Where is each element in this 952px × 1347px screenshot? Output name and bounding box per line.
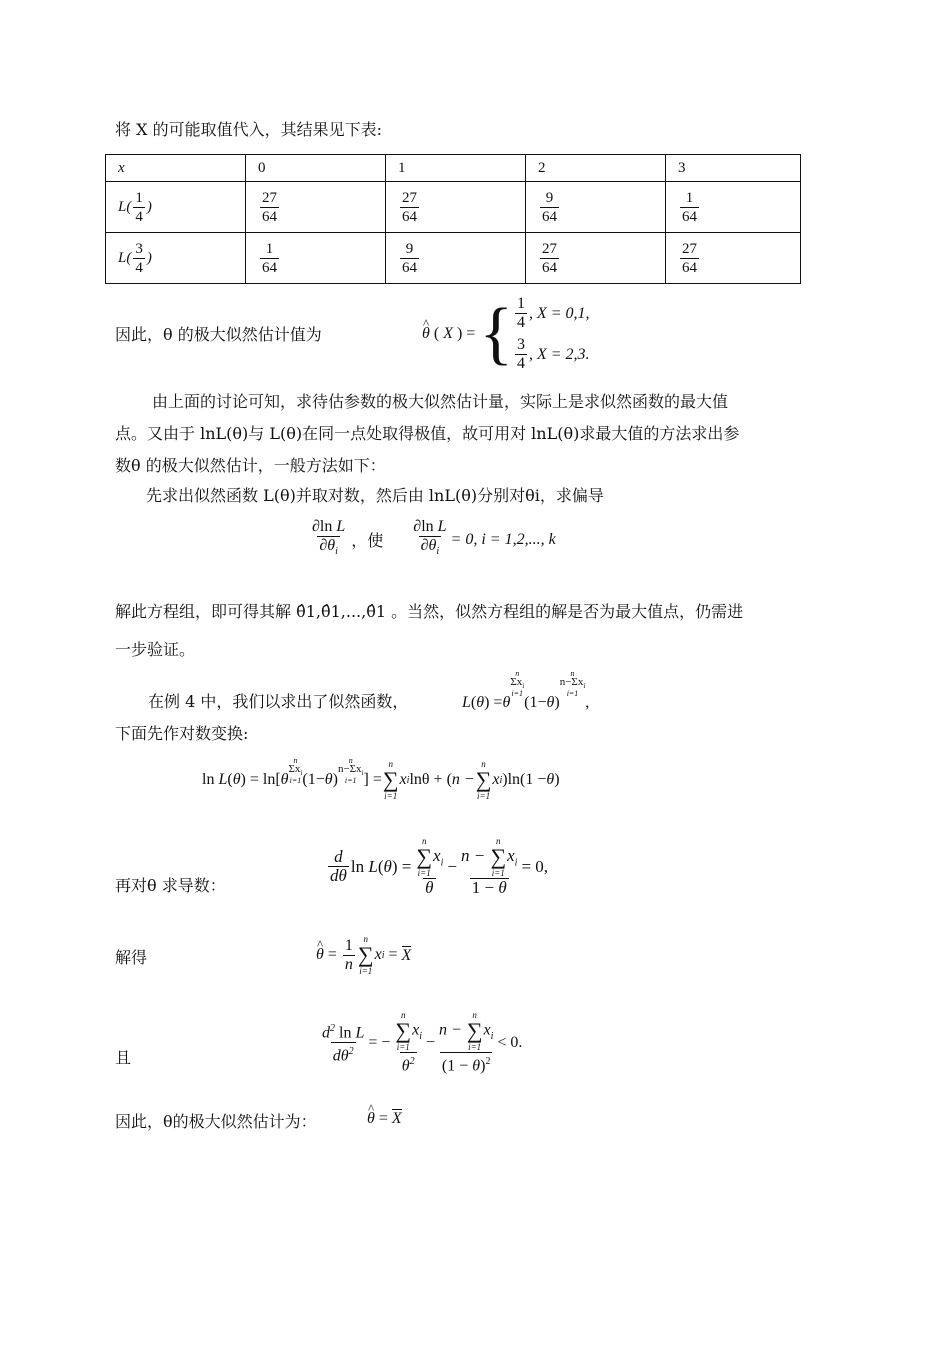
piecewise-estimate: ^ θ ( X ) = { $\frac{1}{4}$ , X = 0,1, $\frac{3}{4}$ , X = 2,3. xyxy=(422,288,590,380)
derive-label: 再对θ 求导数： xyxy=(115,876,226,895)
likelihood-table xyxy=(105,154,801,284)
solve-label: 解得 xyxy=(115,948,148,967)
case-1: $\frac{1}{4}$ , X = 0,1, xyxy=(516,295,590,331)
estimate-label: 因此，θ 的极大似然估计值为 xyxy=(115,325,322,344)
row-label: L( $\frac{1}{4}$ ) xyxy=(106,182,246,233)
table-cell: $\frac{27}{64}$ xyxy=(386,182,526,233)
brace-symbol: { xyxy=(479,295,513,372)
log-transform-line: 下面先作对数变换: xyxy=(115,724,249,743)
table-header-cell: x xyxy=(106,155,246,182)
table-cell: $\frac{9}{64}$ xyxy=(526,182,666,233)
table-cell: $\frac{27}{64}$ xyxy=(246,182,386,233)
solution-equation: ^ θ = $\frac{1}{n}$ n ∑ i=1 x i = X xyxy=(316,934,411,976)
table-row xyxy=(106,233,801,284)
para3-line2: 一步验证。 xyxy=(115,640,196,659)
table-header-cell: 0 xyxy=(246,155,386,182)
table-header-cell: 3 xyxy=(666,155,801,182)
para1-line1: 由上面的讨论可知，求待估参数的极大似然估计量，实际上是求似然函数的最大值 xyxy=(152,392,729,411)
row-label: L( $\frac{3}{4}$ ) xyxy=(106,233,246,284)
log-likelihood-equation: ln L ( θ ) = ln[ θ n $\Sigma x_i$ i=1 (1− θ ) n $n-\Sigma x_i$ i=1 ] = n ∑ i=1 x i lnθ + ( n − n ∑ i=1 x i )ln(1 − θ ) xyxy=(202,756,560,802)
table-cell: $\frac{27}{64}$ xyxy=(666,233,801,284)
example-line: 在例 4 中，我们以求出了似然函数， xyxy=(148,692,409,711)
intro-line: 将 X 的可能取值代入，其结果见下表: xyxy=(115,120,382,139)
para1-line3: 数θ 的极大似然估计，一般方法如下： xyxy=(115,456,386,475)
para3-line1: 解此方程组，即可得其解 θ̂1,θ̂1,...,θ̂1 。当然，似然方程组的解是否为最大值点，仍需进 xyxy=(115,602,744,621)
table-header-row xyxy=(106,155,801,182)
derivative-equation: $\frac{d}{d\theta}$ ln L ( θ ) = n ∑ i=1 $x_i$ θ − n − n ∑ i=1 $x_i$ 1 − θ = 0, xyxy=(330,836,549,897)
conclusion-label: 因此，θ的极大似然估计为： xyxy=(115,1112,317,1131)
table-cell: $\frac{1}{64}$ xyxy=(666,182,801,233)
table-cell: $\frac{1}{64}$ xyxy=(246,233,386,284)
table-header-cell: 2 xyxy=(526,155,666,182)
and-label: 且 xyxy=(115,1048,132,1067)
second-derivative-equation: $\frac{d^2 \ln L}{d\theta^2}$ = − n ∑ i=1 $x_i$ $\theta^2$ − n − n ∑ i=1 $x_i$ $(1 - \theta)^2$ < 0. xyxy=(322,1010,523,1075)
table-header-cell: 1 xyxy=(386,155,526,182)
table-cell: $\frac{9}{64}$ xyxy=(386,233,526,284)
partial-derivative-equation: $\frac{\text{∂ln L}}{\partial\theta_i}$ ，使 $\frac{\text{∂ln L}}{\partial\theta_i}$ = 0, i = 1,2,..., k xyxy=(308,518,556,561)
table-row xyxy=(106,182,801,233)
para1-line2: 点。又由于 lnL(θ)与 L(θ)在同一点处取得极值，故可用对 lnL(θ)求最大值的方法求出参 xyxy=(115,424,740,443)
conclusion-equation: ^ θ = X xyxy=(367,1110,402,1128)
case-2: $\frac{3}{4}$ , X = 2,3. xyxy=(516,336,590,372)
para2: 先求出似然函数 L(θ)并取对数，然后由 lnL(θ)分别对θi，求偏导 xyxy=(146,486,604,505)
likelihood-function: L ( θ ) = θ n $\Sigma x_i$ i=1 (1− θ ) n $n-\Sigma x_i$ i=1 , xyxy=(462,669,590,712)
table-cell: $\frac{27}{64}$ xyxy=(526,233,666,284)
